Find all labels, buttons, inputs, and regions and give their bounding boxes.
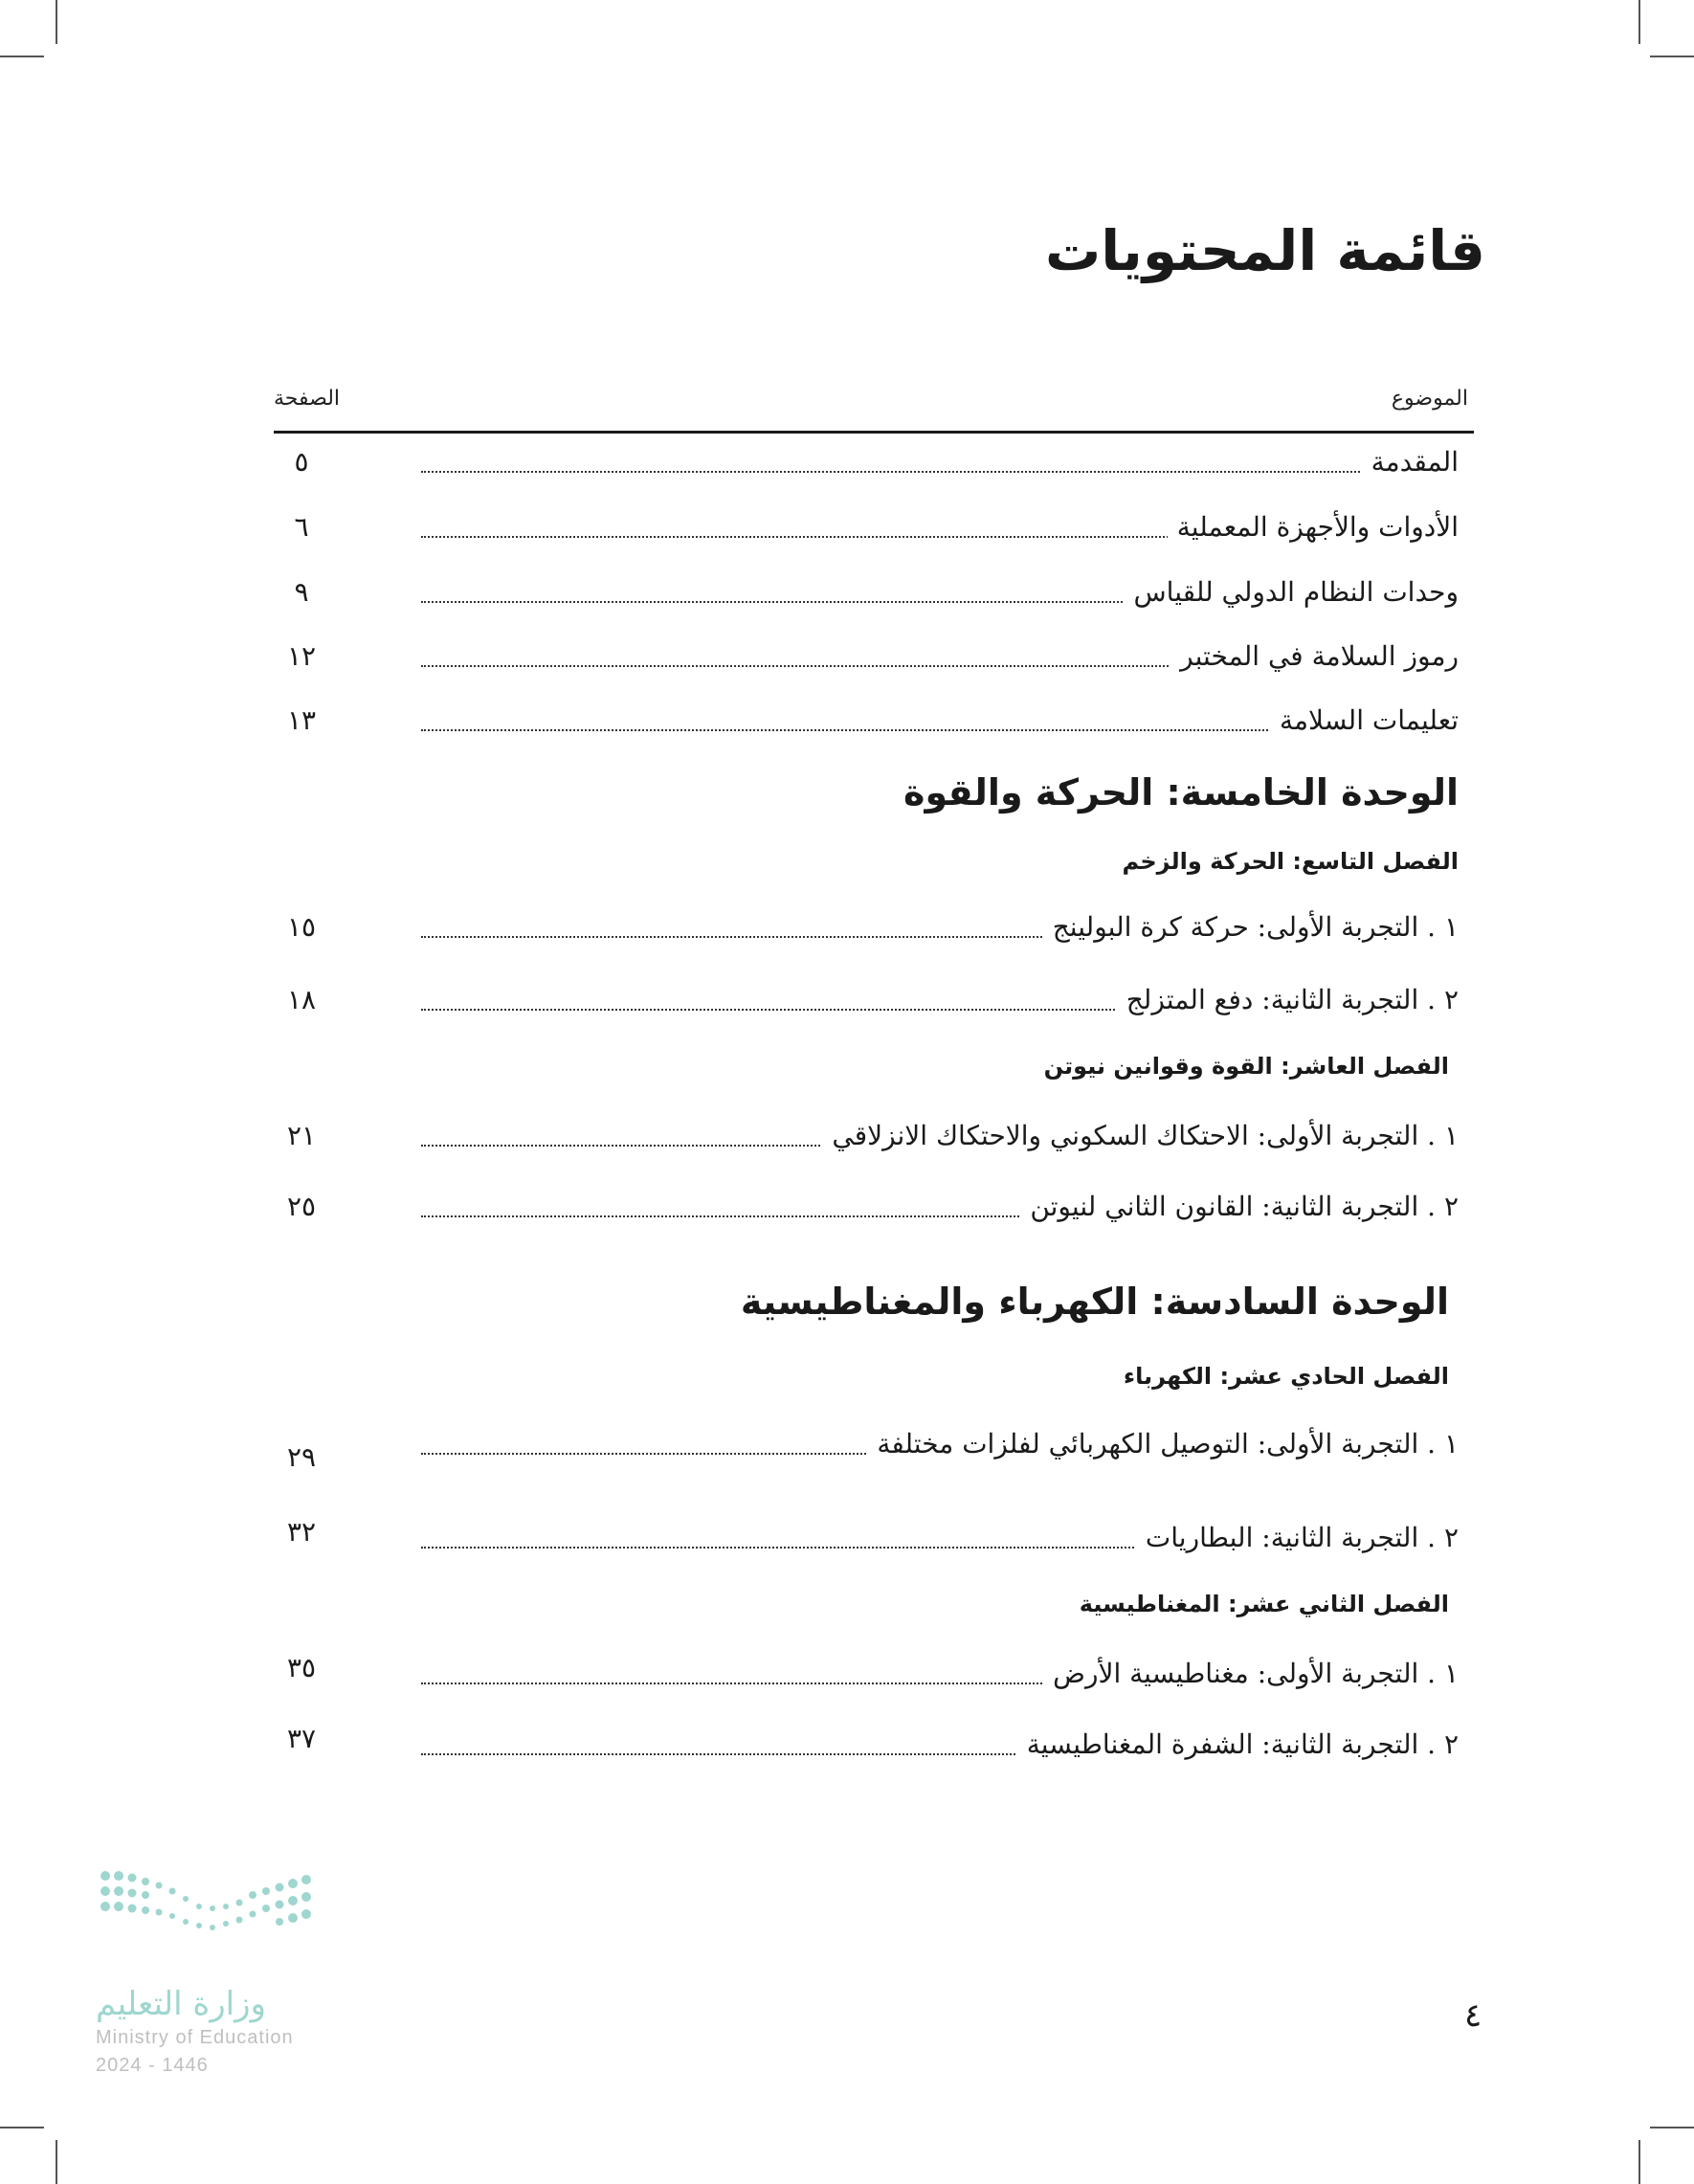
- toc-entry-label: ٢ . التجربة الثانية: دفع المتزلج: [1117, 976, 1459, 1024]
- toc-entry-page: ٢١: [286, 1120, 317, 1151]
- toc-row[interactable]: [268, 1112, 1459, 1160]
- toc-row[interactable]: [268, 1721, 1459, 1769]
- toc-row[interactable]: [268, 633, 1459, 680]
- chapter-heading: الفصل الحادي عشر: الكهرباء: [1123, 1363, 1449, 1390]
- toc-entry-page: ٥: [294, 446, 309, 478]
- logo-english-text: Ministry of Education: [96, 2027, 294, 2048]
- leader-dots: [421, 471, 1459, 473]
- page-column-header: الصفحة: [274, 387, 341, 411]
- crop-mark: [56, 0, 57, 44]
- toc-entry-label: ١ . التجربة الأولى: الاحتكاك السكوني والاحتكاك الانزلاقي: [822, 1112, 1459, 1160]
- unit-heading: الوحدة الخامسة: الحركة والقوة: [903, 771, 1459, 813]
- toc-entry-page: ٢٩: [286, 1441, 317, 1473]
- toc-entry-page: ١٢: [286, 640, 317, 672]
- toc-row[interactable]: [268, 568, 1459, 616]
- toc-row[interactable]: [268, 503, 1459, 551]
- toc-row[interactable]: [268, 976, 1459, 1024]
- toc-entry-page: ٣٥: [286, 1652, 317, 1683]
- unit-heading: الوحدة السادسة: الكهرباء والمغناطيسية: [740, 1281, 1449, 1323]
- toc-entry-page: ١٣: [286, 704, 317, 736]
- toc-row[interactable]: [268, 1183, 1459, 1231]
- ministry-logo: [96, 1866, 402, 2077]
- toc-entry-label: الأدوات والأجهزة المعملية: [1168, 503, 1459, 551]
- chapter-heading: الفصل الثاني عشر: المغناطيسية: [1079, 1591, 1449, 1617]
- logo-arabic-text: وزارة التعليم: [96, 1985, 266, 2023]
- toc-entry-label: ١ . التجربة الأولى: التوصيل الكهربائي لفلزات مختلفة: [867, 1420, 1459, 1468]
- crop-mark: [1650, 2127, 1694, 2128]
- toc-entry-label: ١ . التجربة الأولى: مغناطيسية الأرض: [1043, 1650, 1459, 1698]
- chapter-heading: الفصل العاشر: القوة وقوانين نيوتن: [1043, 1053, 1449, 1080]
- chapter-heading: الفصل التاسع: الحركة والزخم: [1122, 848, 1459, 875]
- header-divider: [274, 431, 1474, 434]
- page-title: قائمة المحتويات: [1044, 218, 1485, 283]
- logo-dots-icon: [96, 1866, 325, 1952]
- toc-entry-page: ٢٥: [286, 1191, 317, 1222]
- toc-entry-label: ٢ . التجربة الثانية: البطاريات: [1136, 1514, 1459, 1562]
- crop-mark: [1638, 0, 1640, 44]
- toc-row[interactable]: [268, 1420, 1459, 1473]
- toc-entry-label: رموز السلامة في المختبر: [1170, 633, 1459, 680]
- toc-entry-page: ٣٧: [286, 1723, 317, 1754]
- crop-mark: [1638, 2140, 1640, 2184]
- topic-column-header: الموضوع: [1391, 387, 1468, 411]
- toc-entry-label: المقدمة: [1362, 438, 1459, 486]
- toc-entry-page: ٩: [294, 576, 309, 608]
- logo-year-text: 2024 - 1446: [96, 2055, 209, 2076]
- toc-entry-label: ٢ . التجربة الثانية: الشفرة المغناطيسية: [1017, 1721, 1459, 1769]
- crop-mark: [56, 2140, 57, 2184]
- toc-row[interactable]: [268, 1514, 1459, 1562]
- toc-row[interactable]: [268, 903, 1459, 951]
- page-number: ٤: [1464, 1996, 1482, 2035]
- toc-entry-page: ١٨: [286, 984, 317, 1015]
- crop-mark: [0, 56, 44, 57]
- toc-row[interactable]: [268, 1650, 1459, 1698]
- crop-mark: [1650, 56, 1694, 57]
- toc-entry-label: وحدات النظام الدولي للقياس: [1125, 568, 1460, 616]
- toc-entry-page: ٦: [294, 511, 309, 543]
- toc-entry-label: ٢ . التجربة الثانية: القانون الثاني لنيوتن: [1020, 1183, 1459, 1231]
- toc-entry-page: ٣٢: [286, 1516, 317, 1548]
- toc-entry-page: ١٥: [286, 911, 317, 943]
- crop-mark: [0, 2127, 44, 2128]
- toc-row[interactable]: [268, 697, 1459, 745]
- toc-entry-label: تعليمات السلامة: [1270, 697, 1459, 745]
- toc-entry-label: ١ . التجربة الأولى: حركة كرة البولينج: [1043, 903, 1459, 951]
- toc-row[interactable]: [268, 438, 1459, 486]
